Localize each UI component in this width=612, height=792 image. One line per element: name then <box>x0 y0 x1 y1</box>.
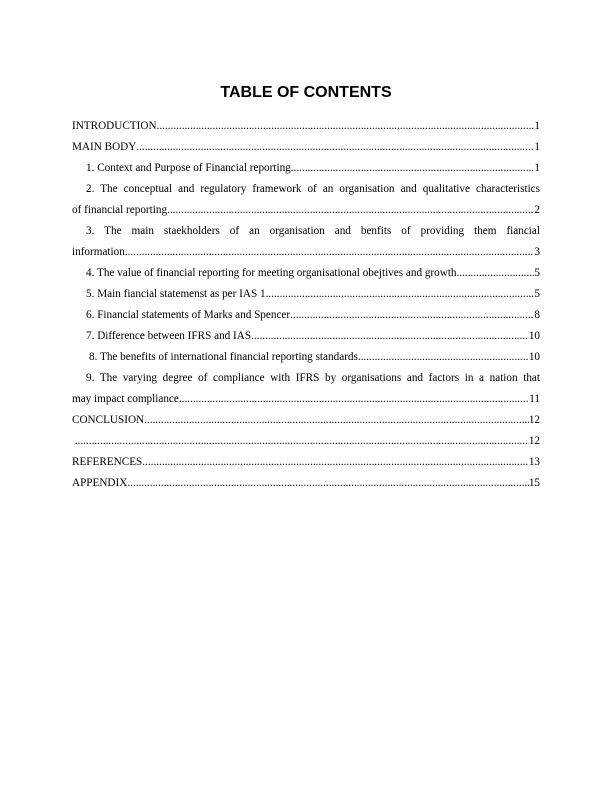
toc-page-number: 2 <box>534 204 540 216</box>
toc-entry-appendix[interactable] <box>72 473 540 494</box>
toc-page-number: 1 <box>534 120 540 132</box>
dot-leader <box>136 137 534 158</box>
toc-page-number: 1 <box>534 162 540 174</box>
dot-leader <box>144 410 529 431</box>
toc-entry-text: REFERENCES <box>72 456 143 468</box>
dot-leader <box>266 284 535 305</box>
toc-entry-text-line2: information <box>72 246 125 258</box>
toc-entry-benefits-ifrs[interactable] <box>72 347 540 368</box>
dot-leader <box>75 431 529 452</box>
toc-entry-text: 1. Context and Purpose of Financial reporting <box>86 162 291 174</box>
toc-entry-references[interactable] <box>72 452 540 473</box>
toc-entry-text: CONCLUSION <box>72 414 145 426</box>
toc-entry-conclusion[interactable] <box>72 410 540 431</box>
dot-leader <box>290 305 534 326</box>
toc-entry-text: INTRODUCTION <box>72 120 157 132</box>
dot-leader <box>157 116 535 137</box>
toc-entry-text: 5. Main fiancial statemenst as per IAS 1 <box>86 288 266 300</box>
dot-leader <box>251 326 529 347</box>
toc-entry-text: 6. Financial statements of Marks and Spencer <box>86 309 291 321</box>
toc-page-number: 13 <box>528 456 540 468</box>
dot-leader <box>358 347 529 368</box>
toc-entry-context-purpose[interactable] <box>72 158 540 179</box>
toc-entry-compliance[interactable] <box>72 368 540 410</box>
dot-leader <box>291 158 535 179</box>
toc-entry-text: 4. The value of financial reporting for meeting organisational obejtives and growth <box>86 267 457 279</box>
toc-entry-conceptual-framework[interactable] <box>72 179 540 221</box>
toc-entry-marks-spencer[interactable] <box>72 305 540 326</box>
toc-entry-text: 7. Difference between IFRS and IAS <box>86 330 252 342</box>
dot-leader <box>127 473 528 494</box>
toc-page-number: 12 <box>528 414 540 426</box>
toc-entry-text: APPENDIX <box>72 477 128 489</box>
dot-leader <box>457 263 535 284</box>
dot-leader <box>179 389 529 410</box>
toc-entry-text: MAIN BODY <box>72 141 137 153</box>
toc-entry-text-line2: may impact compliance <box>72 393 179 405</box>
table-of-contents <box>72 116 540 494</box>
toc-entry-blank[interactable] <box>72 431 540 452</box>
toc-page-number: 5 <box>534 288 540 300</box>
toc-entry-stakeholders[interactable] <box>72 221 540 263</box>
toc-page-number: 10 <box>528 330 540 342</box>
toc-entry-ifrs-ias[interactable] <box>72 326 540 347</box>
toc-page-number: 3 <box>534 246 540 258</box>
toc-entry-main-statements[interactable] <box>72 284 540 305</box>
toc-entry-introduction[interactable] <box>72 116 540 137</box>
toc-entry-value-reporting[interactable] <box>72 263 540 284</box>
dot-leader <box>142 452 529 473</box>
toc-page-number: 8 <box>534 309 540 321</box>
toc-page-number: 15 <box>528 477 540 489</box>
toc-page-number: 11 <box>529 393 540 405</box>
toc-page-number: 5 <box>534 267 540 279</box>
toc-title: TABLE OF CONTENTS <box>220 84 392 101</box>
toc-entry-text-line1: 9. The varying degree of compliance with IFRS by organisations and factors in a nation that <box>86 372 540 384</box>
toc-entry-text: 8. The benefits of international financial reporting standards <box>89 351 358 363</box>
toc-entry-text-line2: of financial reporting <box>72 204 168 216</box>
toc-page-number: 10 <box>528 351 540 363</box>
dot-leader <box>125 242 535 263</box>
dot-leader <box>167 200 534 221</box>
toc-entry-main-body[interactable] <box>72 137 540 158</box>
toc-entry-text-line1: 3. The main staekholders of an organisation and benfits of providing them fiancial <box>86 225 540 237</box>
toc-page-number: 12 <box>528 435 540 447</box>
toc-page-number: 1 <box>534 141 540 153</box>
toc-entry-text-line1: 2. The conceptual and regulatory framework of an organisation and qualitative characteristics <box>86 183 540 195</box>
